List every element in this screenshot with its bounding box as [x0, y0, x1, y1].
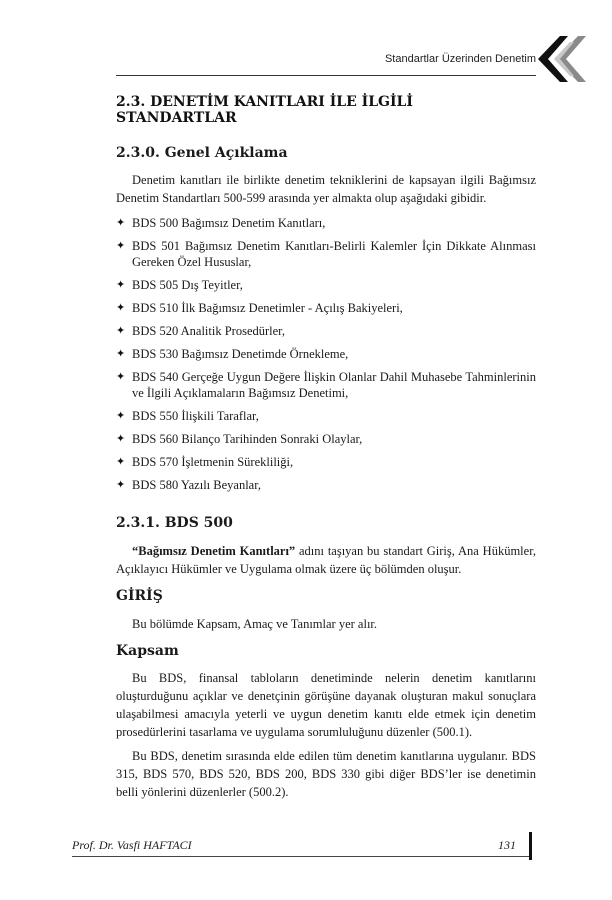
four-point-star-icon: ✦	[116, 301, 126, 314]
four-point-star-icon: ✦	[116, 347, 126, 360]
subsection-title: 2.3.0. Genel Açıklama	[116, 145, 288, 161]
page-number: 131	[498, 838, 516, 852]
bds500-title: 2.3.1. BDS 500	[116, 515, 233, 531]
list-item	[116, 238, 536, 270]
kapsam-paragraph-2: Bu BDS, denetim sırasında elde edilen tüm denetim kanıtlarına uygulanır. BDS 315, BDS 570, BDS 520, BDS 200, BDS 330 gibi diğer BDS’ler ise denetimin belli yönlerini düzenlerler (500.2).	[116, 749, 536, 799]
four-point-star-icon: ✦	[116, 432, 126, 445]
list-item-text: BDS 501 Bağımsız Denetim Kanıtları-Belirli Kalemler İçin Dikkate Alınması Gereken Özel Hususlar,	[132, 239, 536, 269]
footer-author: Prof. Dr. Vasfi HAFTACI	[72, 838, 192, 852]
four-point-star-icon: ✦	[116, 455, 126, 468]
list-item	[116, 477, 536, 493]
list-item-text: BDS 520 Analitik Prosedürler,	[132, 324, 285, 338]
footer-rule	[72, 856, 530, 857]
kapsam-heading: Kapsam	[116, 643, 179, 659]
list-item	[116, 454, 536, 470]
giris-paragraph: Bu bölümde Kapsam, Amaç ve Tanımlar yer alır.	[132, 617, 378, 631]
list-item-text: BDS 540 Gerçeğe Uygun Değere İlişkin Olanlar Dahil Muhasebe Tahminlerinin ve İlgili Açıklamaların Bağımsız Denetimi,	[132, 370, 536, 400]
list-item	[116, 215, 536, 231]
list-item-text: BDS 505 Dış Teyitler,	[132, 278, 243, 292]
page-content	[116, 94, 536, 801]
list-item-text: BDS 530 Bağımsız Denetimde Örnekleme,	[132, 347, 349, 361]
four-point-star-icon: ✦	[116, 409, 126, 422]
intro-paragraph: Denetim kanıtları ile birlikte denetim tekniklerini de kapsayan ilgili Bağımsız Denetim Standartları 500-599 arasında yer almakta olup aşağıdaki gibidir.	[116, 173, 536, 205]
four-point-star-icon: ✦	[116, 478, 126, 491]
four-point-star-icon: ✦	[116, 370, 126, 383]
list-item-text: BDS 500 Bağımsız Denetim Kanıtları,	[132, 216, 326, 230]
list-item-text: BDS 510 İlk Bağımsız Denetimler - Açılış Bakiyeleri,	[132, 301, 403, 315]
footer-bar	[529, 832, 532, 860]
list-item-text: BDS 580 Yazılı Beyanlar,	[132, 478, 262, 492]
bds500-intro-bold: “Bağımsız Denetim Kanıtları”	[132, 544, 296, 558]
bds500-intro-text: adını taşıyan bu standart Giriş, Ana Hükümler, Açıklayıcı Hükümler ve Uygulama olmak üzere üç bölümden oluşur.	[116, 544, 536, 576]
list-item	[116, 300, 536, 316]
list-item	[116, 323, 536, 339]
bds500-intro-paragraph	[116, 542, 536, 578]
giris-heading: GİRİŞ	[116, 588, 163, 604]
kapsam-paragraph-1: Bu BDS, finansal tabloların denetiminde nelerin denetim kanıtlarını oluşturduğunu açıklar ve denetçinin görüşüne dayanak oluşturan makul sonuçlara ulaşabilmesi amacıyla yeterli ve uygun denetim kanıtı elde etmek için denetim prosedürlerini tasarlama ve uygulama sorumluluğunu düzenler (500.1).	[116, 671, 536, 739]
list-item-text: BDS 560 Bilanço Tarihinden Sonraki Olaylar,	[132, 432, 363, 446]
running-header-title: Standartlar Üzerinden Denetim	[384, 53, 536, 65]
standards-list	[116, 215, 536, 493]
four-point-star-icon: ✦	[116, 324, 126, 337]
list-item	[116, 277, 536, 293]
four-point-star-icon: ✦	[116, 216, 126, 229]
list-item-text: BDS 550 İlişkili Taraflar,	[132, 409, 259, 423]
list-item	[116, 369, 536, 401]
list-item	[116, 346, 536, 362]
list-item	[116, 408, 536, 424]
four-point-star-icon: ✦	[116, 278, 126, 291]
section-title: 2.3. DENETİM KANITLARI İLE İLGİLİ STANDARTLAR	[116, 94, 413, 126]
header-rule	[116, 75, 536, 76]
four-point-star-icon: ✦	[116, 239, 126, 252]
list-item-text: BDS 570 İşletmenin Sürekliliği,	[132, 455, 294, 469]
list-item	[116, 431, 536, 447]
double-chevron-left-icon	[534, 36, 586, 82]
